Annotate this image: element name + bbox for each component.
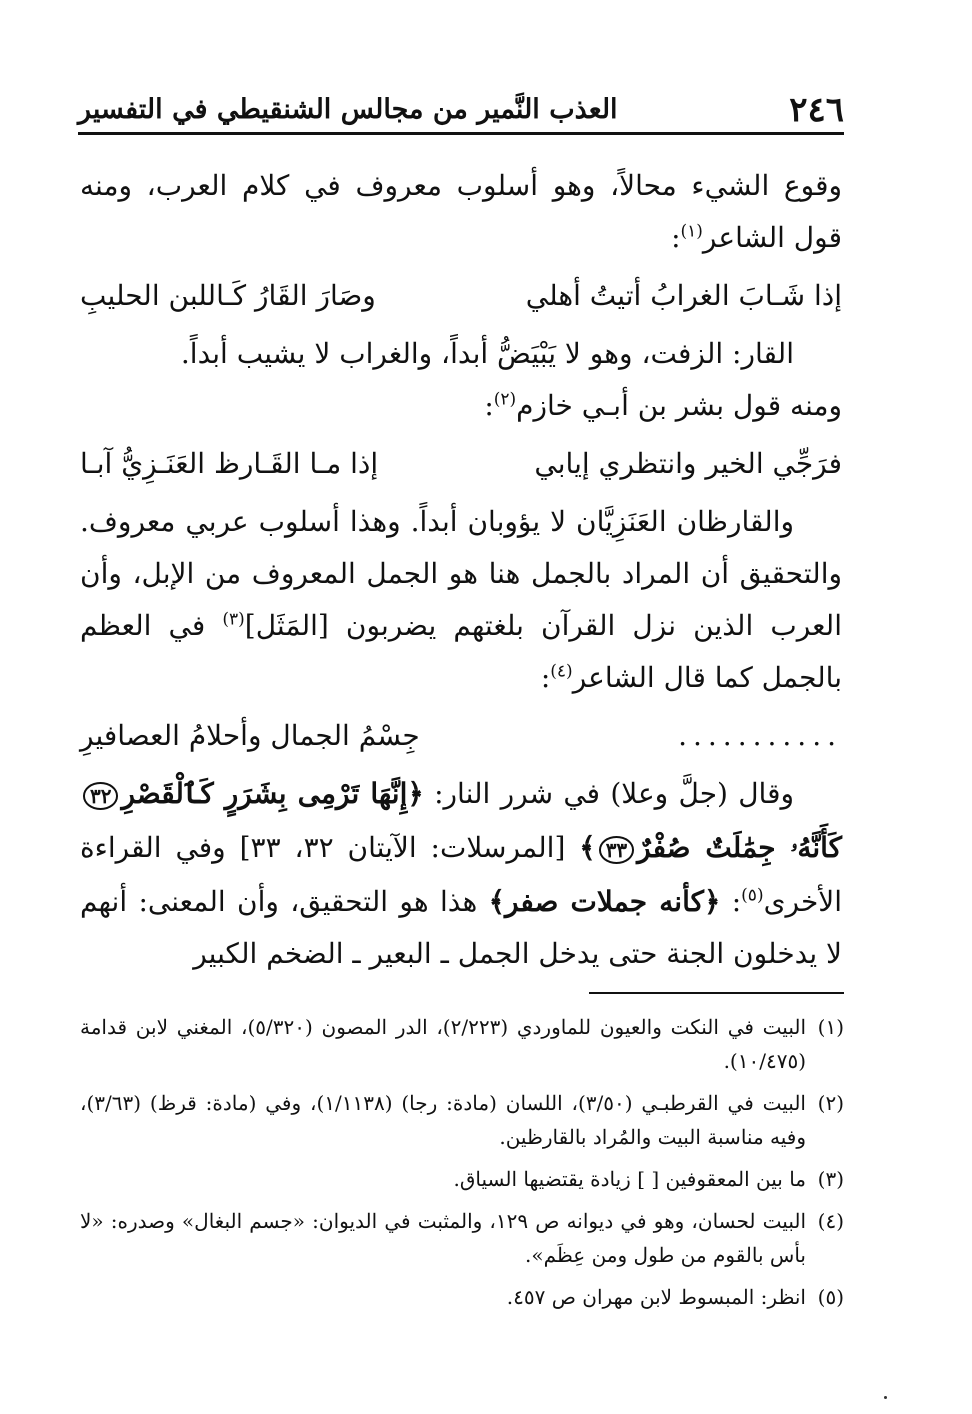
paragraph-2: القار: الزفت، وهو لا يَبْيَضُّ أبداً، والغراب لا يشيب أبداً.: [180, 337, 794, 370]
footnote-number: (٣): [817, 1167, 844, 1191]
paragraph-1: [80, 160, 842, 264]
footnotes: [80, 1010, 844, 1322]
paragraph-5-citation: [المرسلات: الآيتان ٣٢، ٣٣] وفي القراءة الأخرى: [80, 831, 842, 918]
running-title: العذب النَّمير من مجالس الشنقيطي في التفسير: [78, 94, 618, 125]
footnote-ref-3: (٣): [222, 609, 245, 630]
verse-3-second-hemistich: جِسْمُ الجمال وأحلامُ العصافيرِ: [80, 719, 420, 752]
paragraph-1-text: وقوع الشيء محالاً، وهو أسلوب معروف في كلام العرب، ومنه قول الشاعر: [80, 169, 842, 254]
paragraph-5-conclusion: هذا هو التحقيق، وأن المعنى: أنهم لا يدخلون الجنة حتى يدخل الجمل ـ البعير ـ الضخم الكبير: [80, 885, 842, 970]
verse-1: [80, 270, 842, 322]
verse-3: [80, 710, 842, 762]
paragraph-4: [80, 496, 842, 704]
quran-verse-33: كَأَنَّهُۥ جِمَٰلَتٌ صُفْرٌ: [637, 831, 842, 864]
verse-1-first-hemistich: إذا شَـابَ الغرابُ أتيتُ أهلي: [525, 279, 842, 312]
scan-speck: [884, 1396, 887, 1399]
paragraph-4-text: والقارظان العَنَزِيَّان لا يؤوبان أبداً. وهذا أسلوب عربي معروف. والتحقيق أن المراد بالجمل هنا هو الجمل المعروف من الإبل، وأن العرب الذين نزل القرآن بلغتهم يضربون [المَثَل]: [80, 505, 842, 642]
paragraph-4-continued: في العظم بالجمل كما قال الشاعر: [80, 609, 842, 694]
paragraph-4-end: :: [540, 661, 551, 694]
footnote-1: [80, 1010, 844, 1078]
footnote-2: [80, 1086, 844, 1154]
paragraph-3-text: ومنه قول بشر بن أبـي خازم: [516, 389, 842, 422]
footnote-text: انظر: المبسوط لابن مهران ص ٤٥٧.: [506, 1285, 806, 1309]
paragraph-5-intro: وقال (جلَّ وعلا) في شرر النار:: [423, 777, 794, 810]
ayah-marker-33: ٣٣: [599, 836, 634, 864]
paragraph-3-end: :: [484, 389, 494, 422]
footnote-text: البيت في النكت والعيون للماوردي (٢/٢٢٣)، الدر المصون (٥/٣٢٠)، المغني لابن قدامة (١٠/٤٧٥).: [80, 1015, 807, 1073]
footnote-ref-1: (١): [680, 221, 703, 242]
footnote-4: [80, 1204, 844, 1272]
ayah-marker-32: ٣٢: [83, 782, 118, 810]
verse-2-second-hemistich: إذا مـا القَـارظ العَنَـزِيُّ آبـا: [80, 447, 379, 480]
quran-verse-32: إِنَّهَا تَرْمِى بِشَرَرٍ كَٱلْقَصْرِ: [121, 777, 408, 810]
quran-alternate-reading: ﴿كأنه جملات صفر﴾: [488, 885, 721, 918]
footnote-number: (٤): [817, 1209, 844, 1233]
paragraph-3: [80, 380, 842, 432]
footnote-ref-4: (٤): [550, 661, 573, 682]
footnote-ref-5: (٥): [741, 885, 764, 906]
paragraph-1-end: :: [671, 221, 681, 254]
verse-2-first-hemistich: فرَجِّي الخير وانتظري إيابي: [534, 447, 842, 480]
footnote-ref-2: (٢): [493, 389, 517, 410]
paragraph-5: [80, 768, 842, 980]
footnote-number: (١): [817, 1015, 844, 1039]
page-header: [78, 88, 844, 135]
footnote-number: (٥): [817, 1285, 844, 1309]
verse-3-omitted-hemistich: ...........: [678, 719, 842, 752]
footnote-number: (٢): [817, 1091, 844, 1115]
footnote-text: البيت في القرطبـي (٣/٥٠)، اللسان (مادة: رجا) (١/١١٣٨)، وفي (مادة: قرظ) (٣/٦٣)، وفيه مناسبة البيت والمُراد بالقارظين.: [80, 1091, 806, 1149]
footnote-text: البيت لحسان، وهو في ديوانه ص ١٢٩، والمثبت في الديوان: «جسم البغال» وصدره: «لا بأس بالقوم من طول ومن عِظَم».: [80, 1209, 807, 1267]
footnote-3: [80, 1162, 844, 1196]
paragraph-5-colon: :: [720, 885, 742, 918]
footnote-separator: [589, 992, 844, 994]
page-number: ٢٤٦: [789, 90, 844, 130]
footnote-5: [80, 1280, 844, 1314]
quran-open-brace: ﴿: [407, 777, 424, 810]
quran-close-brace: ﴾: [579, 831, 596, 864]
main-text: [80, 160, 842, 980]
verse-1-second-hemistich: وصَارَ القَارُ كَـاللبن الحليبِ: [80, 279, 376, 312]
verse-2: [80, 438, 842, 490]
footnote-text: ما بين المعقوفين [ ] زيادة يقتضيها السياق.: [453, 1167, 806, 1191]
